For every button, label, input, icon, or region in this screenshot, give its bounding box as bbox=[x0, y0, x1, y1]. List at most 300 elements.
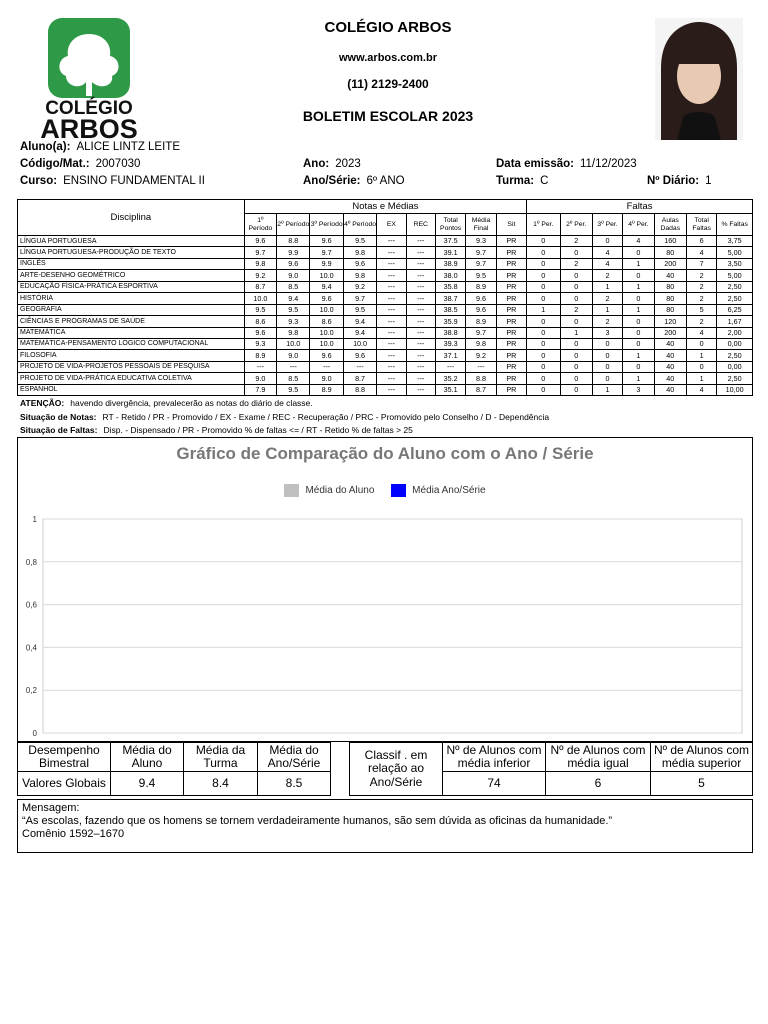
table-cell: 5,00 bbox=[717, 247, 753, 258]
table-cell: 120 bbox=[654, 316, 686, 327]
table-cell: PR bbox=[496, 304, 526, 315]
table-cell: 1 bbox=[686, 373, 716, 384]
table-cell: 2 bbox=[592, 316, 622, 327]
table-cell: 0 bbox=[527, 338, 560, 349]
table-cell: --- bbox=[377, 338, 406, 349]
table-cell: PR bbox=[496, 270, 526, 281]
table-cell: --- bbox=[406, 281, 435, 292]
table-cell: 9.3 bbox=[244, 338, 276, 349]
table-cell: 35.1 bbox=[435, 384, 465, 395]
table-cell: 2,50 bbox=[717, 350, 753, 361]
table-cell: --- bbox=[377, 236, 406, 247]
table-cell: 0 bbox=[527, 350, 560, 361]
table-cell: --- bbox=[377, 247, 406, 258]
legend-label-student: Média do Aluno bbox=[305, 485, 375, 496]
higher-average-label: Nº de Alunos com média superior bbox=[650, 742, 753, 772]
table-cell: 0 bbox=[527, 327, 560, 338]
student-photo bbox=[655, 18, 743, 140]
table-cell: --- bbox=[343, 361, 376, 372]
absence-status-note bbox=[20, 425, 413, 435]
table-cell: 10.0 bbox=[343, 338, 376, 349]
message-text: “As escolas, fazendo que os homens se tornem verdadeiramente humanos, são sem dúvida as oficinas da humanidade.” bbox=[22, 815, 613, 828]
absences-group-header: Faltas bbox=[527, 200, 753, 214]
school-website: www.arbos.com.br bbox=[338, 52, 437, 64]
table-cell: --- bbox=[377, 293, 406, 304]
table-cell: 9.0 bbox=[310, 373, 343, 384]
table-cell: 0,00 bbox=[717, 361, 753, 372]
table-cell: 38.0 bbox=[435, 270, 465, 281]
table-cell: 0 bbox=[686, 361, 716, 372]
table-cell: 9.6 bbox=[310, 293, 343, 304]
table-row bbox=[18, 304, 753, 315]
table-cell: 2 bbox=[560, 236, 592, 247]
discipline-name: HISTÓRIA bbox=[18, 293, 245, 304]
lower-average-count: 74 bbox=[442, 771, 546, 796]
absence-col-header: % Faltas bbox=[717, 214, 753, 236]
table-cell: 37.5 bbox=[435, 236, 465, 247]
table-cell: 1 bbox=[592, 384, 622, 395]
attention-note bbox=[20, 398, 313, 408]
table-cell: --- bbox=[377, 327, 406, 338]
y-tick-label: 0 bbox=[32, 729, 37, 738]
table-cell: --- bbox=[310, 361, 343, 372]
absence-status-text: Disp. - Dispensado / PR - Promovido % de faltas <= / RT - Retido % de faltas > 25 bbox=[103, 425, 413, 435]
table-cell: 0 bbox=[560, 373, 592, 384]
table-cell: 80 bbox=[654, 304, 686, 315]
table-cell: 9.6 bbox=[244, 327, 276, 338]
table-cell: 0 bbox=[527, 361, 560, 372]
table-cell: 3,75 bbox=[717, 236, 753, 247]
discipline-name: ARTE-DESENHO GEOMÉTRICO bbox=[18, 270, 245, 281]
table-cell: --- bbox=[406, 327, 435, 338]
issue-date-label: Data emissão: bbox=[496, 158, 574, 170]
table-cell: 200 bbox=[654, 327, 686, 338]
table-cell: --- bbox=[377, 270, 406, 281]
grade-value: 6º ANO bbox=[366, 175, 405, 187]
table-cell: 9.5 bbox=[277, 304, 310, 315]
grade-col-header: 2º Período bbox=[277, 214, 310, 236]
table-cell: 3 bbox=[592, 327, 622, 338]
table-cell: 0 bbox=[592, 350, 622, 361]
table-cell: 8.5 bbox=[277, 373, 310, 384]
table-cell: 8.6 bbox=[244, 316, 276, 327]
table-cell: 10.0 bbox=[310, 270, 343, 281]
grade-label: Ano/Série: bbox=[303, 175, 361, 187]
student-average-value: 9.4 bbox=[110, 771, 184, 796]
y-tick-label: 0,4 bbox=[25, 643, 37, 653]
table-cell: 10.0 bbox=[244, 293, 276, 304]
plot-frame bbox=[43, 519, 742, 733]
table-cell: 0 bbox=[560, 247, 592, 258]
table-cell: 9.6 bbox=[343, 258, 376, 269]
discipline-name: MATEMÁTICA bbox=[18, 327, 245, 338]
discipline-name: MATEMÁTICA-PENSAMENTO LÓGICO COMPUTACIONAL bbox=[18, 338, 245, 349]
table-cell: 0 bbox=[592, 361, 622, 372]
table-cell: --- bbox=[406, 293, 435, 304]
course-value: ENSINO FUNDAMENTAL II bbox=[63, 175, 205, 187]
table-cell: 4 bbox=[623, 236, 654, 247]
global-values-label: Valores Globais bbox=[17, 771, 111, 796]
logo-text-line2: ARBOS bbox=[40, 114, 138, 142]
grades-body bbox=[18, 236, 753, 396]
table-row bbox=[18, 361, 753, 372]
table-cell: 1 bbox=[686, 350, 716, 361]
grade-col-header: Total Pontos bbox=[435, 214, 465, 236]
table-row bbox=[18, 270, 753, 281]
discipline-name: GEOGRAFIA bbox=[18, 304, 245, 315]
table-cell: 2 bbox=[686, 281, 716, 292]
table-cell: 9.7 bbox=[343, 293, 376, 304]
discipline-header: Disciplina bbox=[18, 200, 245, 236]
table-cell: 80 bbox=[654, 247, 686, 258]
table-cell: 9.5 bbox=[244, 304, 276, 315]
table-row bbox=[18, 258, 753, 269]
class-average-value: 8.4 bbox=[183, 771, 258, 796]
table-cell: 1 bbox=[623, 281, 654, 292]
grade-col-header: 1º Período bbox=[244, 214, 276, 236]
table-cell: PR bbox=[496, 384, 526, 395]
table-cell: 2,50 bbox=[717, 373, 753, 384]
table-cell: 1 bbox=[592, 281, 622, 292]
absence-status-label: Situação de Faltas: bbox=[20, 425, 98, 435]
y-tick-label: 0,6 bbox=[25, 600, 37, 610]
table-cell: PR bbox=[496, 258, 526, 269]
table-cell: --- bbox=[277, 361, 310, 372]
diary-row bbox=[647, 175, 712, 187]
table-cell: 0 bbox=[527, 384, 560, 395]
comparison-chart bbox=[17, 437, 753, 742]
table-cell: 9.0 bbox=[277, 350, 310, 361]
diary-label: Nº Diário: bbox=[647, 175, 700, 187]
discipline-name: EDUCAÇÃO FÍSICA-PRÁTICA ESPORTIVA bbox=[18, 281, 245, 292]
table-cell: 0 bbox=[623, 316, 654, 327]
table-cell: 0 bbox=[560, 384, 592, 395]
table-cell: 40 bbox=[654, 338, 686, 349]
table-cell: 0 bbox=[560, 270, 592, 281]
table-cell: 0 bbox=[560, 338, 592, 349]
absence-col-header: 3º Per. bbox=[592, 214, 622, 236]
student-code-row bbox=[20, 158, 140, 170]
table-cell: PR bbox=[496, 350, 526, 361]
table-cell: 2 bbox=[560, 258, 592, 269]
table-cell: 9.4 bbox=[310, 281, 343, 292]
logo-text-line1: COLÉGIO bbox=[45, 98, 133, 119]
absence-col-header: Total Faltas bbox=[686, 214, 716, 236]
table-cell: PR bbox=[496, 316, 526, 327]
table-cell: 0 bbox=[623, 270, 654, 281]
table-cell: 38.5 bbox=[435, 304, 465, 315]
table-cell: 0 bbox=[560, 361, 592, 372]
table-cell: 8.6 bbox=[310, 316, 343, 327]
discipline-name: ESPANHOL bbox=[18, 384, 245, 395]
table-cell: 1 bbox=[623, 350, 654, 361]
table-cell: 9.6 bbox=[466, 304, 496, 315]
table-cell: 4 bbox=[592, 247, 622, 258]
classification-label: Classif . em relação ao Ano/Série bbox=[349, 742, 443, 796]
equal-average-count: 6 bbox=[545, 771, 651, 796]
table-cell: 38.7 bbox=[435, 293, 465, 304]
student-name-row bbox=[20, 141, 180, 153]
table-cell: 7.9 bbox=[244, 384, 276, 395]
table-cell: 10.0 bbox=[310, 304, 343, 315]
grade-col-header: Sit bbox=[496, 214, 526, 236]
grade-col-header: 4º Período bbox=[343, 214, 376, 236]
table-cell: 2,50 bbox=[717, 281, 753, 292]
table-cell: 2,50 bbox=[717, 293, 753, 304]
table-row bbox=[18, 293, 753, 304]
table-cell: 0,00 bbox=[717, 338, 753, 349]
table-cell: --- bbox=[377, 373, 406, 384]
absence-col-header: 2º Per. bbox=[560, 214, 592, 236]
table-cell: 35.2 bbox=[435, 373, 465, 384]
table-cell: 0 bbox=[527, 281, 560, 292]
table-cell: 1 bbox=[623, 304, 654, 315]
table-row bbox=[18, 327, 753, 338]
table-cell: 40 bbox=[654, 350, 686, 361]
table-cell: 1 bbox=[623, 373, 654, 384]
table-cell: PR bbox=[496, 281, 526, 292]
student-code: 2007030 bbox=[95, 158, 141, 170]
attention-text: havendo divergência, prevalecerão as notas do diário de classe. bbox=[70, 398, 313, 408]
table-cell: 9.8 bbox=[343, 247, 376, 258]
performance-label: Desempenho Bimestral bbox=[17, 742, 111, 772]
table-cell: 9.6 bbox=[310, 236, 343, 247]
table-cell: 9.8 bbox=[343, 270, 376, 281]
table-cell: 9.8 bbox=[244, 258, 276, 269]
table-cell: 2 bbox=[686, 316, 716, 327]
grades-group-header: Notas e Médias bbox=[244, 200, 526, 214]
school-logo bbox=[30, 14, 158, 142]
table-cell: PR bbox=[496, 293, 526, 304]
table-cell: 8.7 bbox=[244, 281, 276, 292]
table-cell: 6 bbox=[686, 236, 716, 247]
y-tick-label: 0,8 bbox=[25, 557, 37, 567]
table-cell: 0 bbox=[527, 316, 560, 327]
equal-average-label: Nº de Alunos com média igual bbox=[545, 742, 651, 772]
table-cell: 9.6 bbox=[466, 293, 496, 304]
legend-label-grade: Média Ano/Série bbox=[412, 485, 486, 496]
discipline-name: LÍNGUA PORTUGUESA bbox=[18, 236, 245, 247]
table-cell: 39.1 bbox=[435, 247, 465, 258]
table-cell: 5,00 bbox=[717, 270, 753, 281]
table-cell: 9.2 bbox=[343, 281, 376, 292]
table-cell: 9.0 bbox=[244, 373, 276, 384]
table-cell: 1 bbox=[560, 327, 592, 338]
table-cell: 9.5 bbox=[343, 236, 376, 247]
table-cell: 0 bbox=[527, 270, 560, 281]
grade-status-text: RT - Retido / PR - Promovido / EX - Exame / REC - Recuperação / PRC - Promovido pelo Conselho / D - Dependência bbox=[102, 412, 550, 422]
course-row bbox=[20, 175, 205, 187]
table-cell: 0 bbox=[527, 236, 560, 247]
y-tick-label: 1 bbox=[32, 515, 37, 524]
discipline-name: FILOSOFIA bbox=[18, 350, 245, 361]
course-label: Curso: bbox=[20, 175, 58, 187]
table-cell: 1 bbox=[592, 304, 622, 315]
table-cell: 8.9 bbox=[244, 350, 276, 361]
table-cell: --- bbox=[377, 361, 406, 372]
table-cell: 0 bbox=[527, 258, 560, 269]
discipline-name: INGLÊS bbox=[18, 258, 245, 269]
table-cell: 9.9 bbox=[310, 258, 343, 269]
table-row bbox=[18, 236, 753, 247]
table-cell: 4 bbox=[686, 384, 716, 395]
table-cell: 40 bbox=[654, 270, 686, 281]
table-cell: --- bbox=[377, 384, 406, 395]
grade-row bbox=[303, 175, 405, 187]
table-cell: PR bbox=[496, 327, 526, 338]
message-author: Comênio 1592–1670 bbox=[22, 828, 125, 841]
table-cell: 9.2 bbox=[244, 270, 276, 281]
table-row bbox=[18, 384, 753, 395]
table-cell: 9.7 bbox=[466, 258, 496, 269]
class-value: C bbox=[540, 175, 549, 187]
table-cell: 10.0 bbox=[310, 327, 343, 338]
discipline-name: LÍNGUA PORTUGUESA-PRODUÇÃO DE TEXTO bbox=[18, 247, 245, 258]
table-cell: 0 bbox=[592, 373, 622, 384]
table-cell: 0 bbox=[592, 338, 622, 349]
class-label: Turma: bbox=[496, 175, 535, 187]
year-value: 2023 bbox=[335, 158, 361, 170]
grade-col-header: Média Final bbox=[466, 214, 496, 236]
table-row bbox=[18, 338, 753, 349]
table-cell: 9.7 bbox=[310, 247, 343, 258]
table-cell: 3 bbox=[623, 384, 654, 395]
table-cell: 160 bbox=[654, 236, 686, 247]
grade-col-header: REC bbox=[406, 214, 435, 236]
table-cell: 8.9 bbox=[466, 316, 496, 327]
table-cell: 2 bbox=[686, 293, 716, 304]
table-cell: 0 bbox=[560, 281, 592, 292]
table-cell: 9.5 bbox=[277, 384, 310, 395]
table-cell: 9.4 bbox=[343, 316, 376, 327]
table-cell: 8.9 bbox=[466, 281, 496, 292]
table-cell: --- bbox=[406, 316, 435, 327]
table-cell: 9.6 bbox=[244, 236, 276, 247]
table-cell: --- bbox=[406, 236, 435, 247]
lower-average-label: Nº de Alunos com média inferior bbox=[442, 742, 546, 772]
table-cell: 9.0 bbox=[277, 270, 310, 281]
table-cell: 9.6 bbox=[343, 350, 376, 361]
table-cell: 0 bbox=[623, 338, 654, 349]
table-cell: --- bbox=[377, 258, 406, 269]
absence-col-header: 4º Per. bbox=[623, 214, 654, 236]
table-cell: PR bbox=[496, 236, 526, 247]
table-cell: 2 bbox=[592, 293, 622, 304]
table-cell: 4 bbox=[592, 258, 622, 269]
table-cell: PR bbox=[496, 247, 526, 258]
table-cell: 10.0 bbox=[310, 338, 343, 349]
report-title: BOLETIM ESCOLAR 2023 bbox=[302, 108, 474, 124]
table-cell: 9.7 bbox=[466, 327, 496, 338]
table-cell: 2 bbox=[560, 304, 592, 315]
class-average-label: Média da Turma bbox=[183, 742, 258, 772]
table-cell: 0 bbox=[686, 338, 716, 349]
table-cell: 9.8 bbox=[277, 327, 310, 338]
table-cell: 8.5 bbox=[277, 281, 310, 292]
table-cell: --- bbox=[406, 338, 435, 349]
grade-col-header: EX bbox=[377, 214, 406, 236]
table-cell: 3,50 bbox=[717, 258, 753, 269]
table-cell: 35.9 bbox=[435, 316, 465, 327]
grade-average-value: 8.5 bbox=[257, 771, 331, 796]
table-cell: 80 bbox=[654, 281, 686, 292]
student-name-label: Aluno(a): bbox=[20, 141, 71, 153]
class-row bbox=[496, 175, 548, 187]
table-cell: 4 bbox=[686, 327, 716, 338]
table-cell: 2,00 bbox=[717, 327, 753, 338]
table-cell: 9.2 bbox=[466, 350, 496, 361]
school-phone: (11) 2129-2400 bbox=[347, 77, 429, 91]
grade-status-note bbox=[20, 412, 549, 422]
table-cell: PR bbox=[496, 373, 526, 384]
table-cell: --- bbox=[406, 361, 435, 372]
grades-table bbox=[17, 199, 753, 396]
chart-plot bbox=[18, 438, 752, 741]
table-cell: 0 bbox=[623, 247, 654, 258]
table-cell: 80 bbox=[654, 293, 686, 304]
table-cell: 7 bbox=[686, 258, 716, 269]
table-cell: 9.3 bbox=[466, 236, 496, 247]
year-label: Ano: bbox=[303, 158, 330, 170]
table-cell: 0 bbox=[623, 293, 654, 304]
absence-col-header: Aulas Dadas bbox=[654, 214, 686, 236]
table-cell: 0 bbox=[623, 361, 654, 372]
table-cell: 0 bbox=[623, 327, 654, 338]
grade-average-label: Média do Ano/Série bbox=[257, 742, 331, 772]
table-cell: 40 bbox=[654, 361, 686, 372]
table-cell: 8.8 bbox=[466, 373, 496, 384]
table-cell: 1 bbox=[623, 258, 654, 269]
table-cell: --- bbox=[406, 350, 435, 361]
discipline-name: CIÊNCIAS E PROGRAMAS DE SAÚDE bbox=[18, 316, 245, 327]
table-cell: 1,67 bbox=[717, 316, 753, 327]
table-cell: 9.4 bbox=[277, 293, 310, 304]
table-row bbox=[18, 281, 753, 292]
table-cell: 9.5 bbox=[343, 304, 376, 315]
table-cell: 40 bbox=[654, 373, 686, 384]
table-cell: 8.7 bbox=[343, 373, 376, 384]
table-cell: 2 bbox=[592, 270, 622, 281]
attention-label: ATENÇÃO: bbox=[20, 398, 65, 408]
student-average-label: Média do Aluno bbox=[110, 742, 184, 772]
table-cell: --- bbox=[406, 258, 435, 269]
table-cell: --- bbox=[244, 361, 276, 372]
table-cell: --- bbox=[406, 247, 435, 258]
table-cell: 40 bbox=[654, 384, 686, 395]
table-cell: 0 bbox=[527, 373, 560, 384]
table-cell: 200 bbox=[654, 258, 686, 269]
table-cell: 0 bbox=[560, 293, 592, 304]
table-cell: PR bbox=[496, 338, 526, 349]
absence-col-header: 1º Per. bbox=[527, 214, 560, 236]
issue-date-row bbox=[496, 158, 637, 170]
table-cell: --- bbox=[406, 304, 435, 315]
grade-status-label: Situação de Notas: bbox=[20, 412, 97, 422]
student-code-label: Código/Mat.: bbox=[20, 158, 90, 170]
table-cell: --- bbox=[435, 361, 465, 372]
table-cell: 10,00 bbox=[717, 384, 753, 395]
discipline-name: PROJETO DE VIDA-PROJETOS PESSOAIS DE PESQUISA bbox=[18, 361, 245, 372]
table-cell: --- bbox=[377, 316, 406, 327]
message-box bbox=[17, 799, 753, 853]
higher-average-count: 5 bbox=[650, 771, 753, 796]
table-cell: 39.3 bbox=[435, 338, 465, 349]
table-cell: 9.8 bbox=[466, 338, 496, 349]
table-cell: --- bbox=[406, 373, 435, 384]
year-row bbox=[303, 158, 361, 170]
table-cell: --- bbox=[377, 350, 406, 361]
table-cell: 5 bbox=[686, 304, 716, 315]
